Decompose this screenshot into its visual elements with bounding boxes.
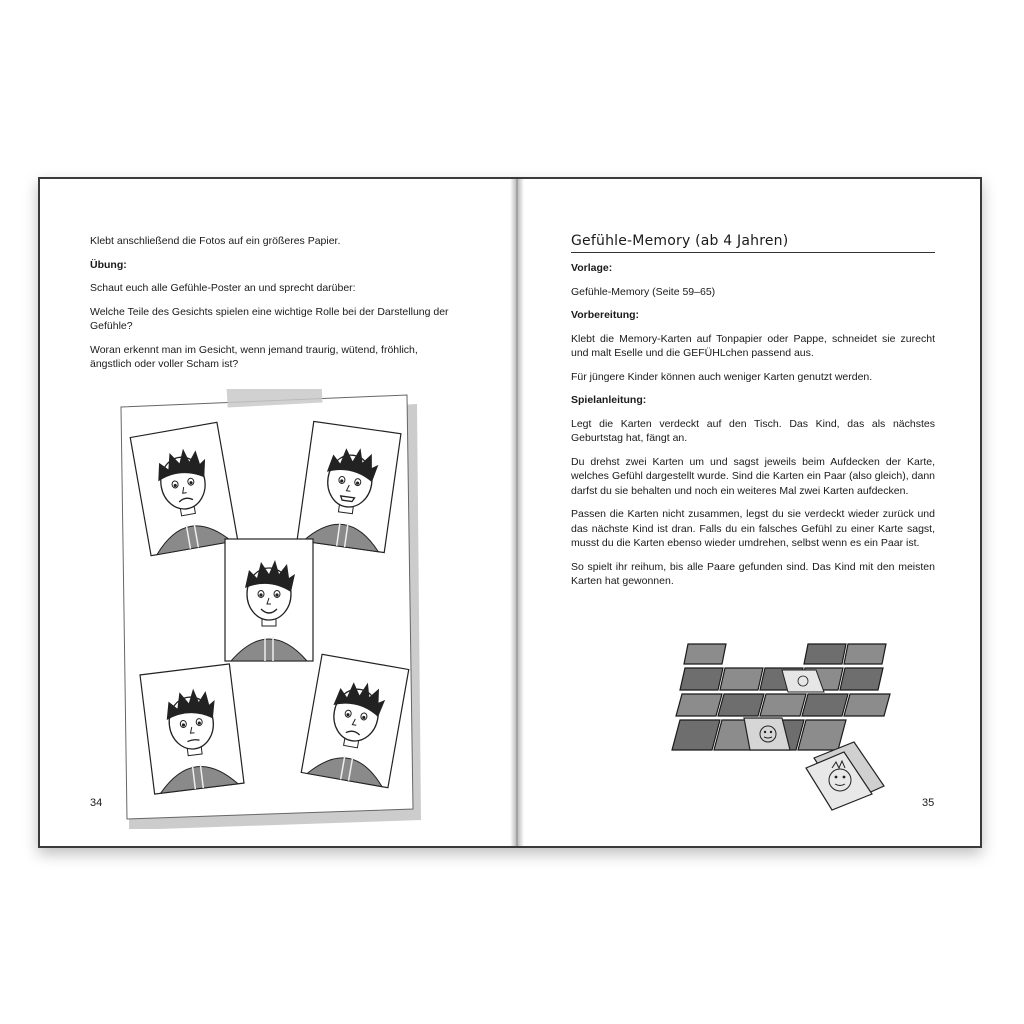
ashamed-face-photo (140, 664, 244, 794)
book-gutter (510, 179, 524, 846)
angry-face-photo (297, 421, 401, 552)
right-subheading: Spielanleitung: (571, 394, 647, 406)
memory-card-face-down (672, 720, 720, 750)
memory-card-face-down (676, 694, 722, 716)
right-paragraph: Klebt die Memory-Karten auf Tonpapier oder Pappe, schneidet sie zurecht und malt Eselle und die GEFÜHLchen passend aus. (571, 332, 935, 359)
memory-card-face-down (684, 644, 726, 664)
memory-card-face-down (680, 668, 723, 690)
page-number-left: 34 (90, 797, 103, 809)
memory-cards-illustration (664, 634, 904, 834)
right-page-text (571, 261, 935, 598)
right-paragraph: Gefühle-Memory (Seite 59–65) (571, 285, 716, 298)
open-book (38, 177, 982, 848)
left-paragraph: Klebt anschließend die Fotos auf ein größeres Papier. (90, 235, 341, 247)
right-paragraph: Legt die Karten verdeckt auf den Tisch. Das Kind, das als nächstes Geburtstag hat, fängt an. (571, 417, 935, 444)
memory-card-face-down (802, 694, 848, 716)
memory-card-face-down (798, 720, 846, 750)
left-paragraph: Schaut euch alle Gefühle-Poster an und sprecht darüber: (90, 282, 356, 294)
right-paragraph: So spielt ihr reihum, bis alle Paare gefunden sind. Das Kind mit den meisten Karten hat gewonnen. (571, 560, 935, 587)
memory-card-face-down (844, 644, 886, 664)
face-up-card (744, 718, 790, 750)
left-subheading: Übung: (90, 258, 127, 271)
left-page-text (90, 234, 458, 381)
right-paragraph: Für jüngere Kinder können auch weniger Karten genutzt werden. (571, 370, 873, 383)
happy-face-photo (225, 539, 313, 661)
memory-card-face-down (720, 668, 763, 690)
right-paragraph: Du drehst zwei Karten um und sagst jeweils beim Aufdecken der Karte, welches Gefühl dargestellt wurde. Sind die Karten ein Paar (also gleich), dann darfst du sie behalten und noch ein weiteres Mal zwei Karten aufdecken. (571, 455, 935, 497)
memory-card-face-down (804, 644, 846, 664)
left-paragraph: Woran erkennt man im Gesicht, wenn jemand traurig, wütend, fröhlich, ängstlich oder voller Scham ist? (90, 343, 418, 370)
right-subheading: Vorbereitung: (571, 309, 640, 321)
left-page (40, 179, 510, 846)
left-paragraph: Welche Teile des Gesichts spielen eine wichtige Rolle bei der Darstellung der Gefühle? (90, 305, 449, 332)
memory-card-face-down (718, 694, 764, 716)
page-number-right: 35 (922, 797, 935, 809)
right-subheading: Vorlage: (571, 262, 613, 274)
right-page (524, 179, 980, 846)
memory-card-face-down (840, 668, 883, 690)
memory-card-face-down (760, 694, 806, 716)
right-paragraph: Passen die Karten nicht zusammen, legst du sie verdeckt wieder zurück und das nächste Kind ist dran. Falls du ein falsches Gefühl zu einer Karte sagst, musst du die Karten ebenso wieder umdrehen, selbst wenn es ein Paar ist. (571, 508, 935, 549)
memory-card-face-down (844, 694, 890, 716)
emotion-poster-illustration (115, 389, 425, 829)
section-heading: Gefühle-Memory (ab 4 Jahren) (571, 233, 935, 253)
